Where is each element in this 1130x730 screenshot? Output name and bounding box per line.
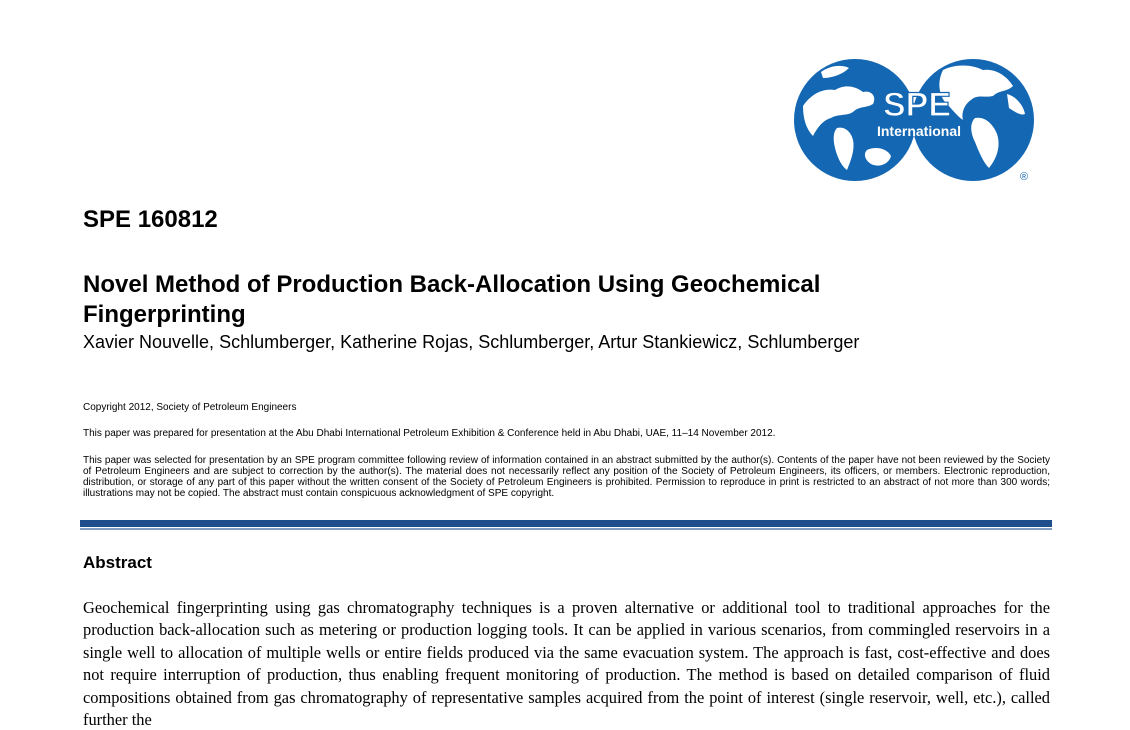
section-divider-shadow bbox=[80, 528, 1052, 530]
logo-international-text: International bbox=[876, 123, 962, 139]
copyright-notice: Copyright 2012, Society of Petroleum Engineers bbox=[83, 402, 297, 413]
logo-spe-text: SPE bbox=[882, 86, 952, 124]
selection-disclaimer: This paper was selected for presentation by an SPE program committee following review of information contained in an abstract submitted by the author(s). Contents of the paper have not been reviewed by the Society of Petroleum Engineers and are subject to correction by the author(s). The material does not necessarily reflect any position of the Society of Petroleum Engineers, its officers, or members. Electronic reproduction, distribution, or storage of any part of this paper without the written consent of the Society of Petroleum Engineers is prohibited. Permission to reproduce in print is restricted to an abstract of not more than 300 words; illustrations may not be copied. The abstract must contain conspicuous acknowledgment of SPE copyright. bbox=[83, 455, 1050, 499]
presentation-notice: This paper was prepared for presentation at the Abu Dhabi International Petroleum Exhibition & Conference held in Abu Dhabi, UAE, 11–14 November 2012. bbox=[83, 428, 776, 439]
paper-id: SPE 160812 bbox=[83, 206, 218, 233]
spe-international-logo bbox=[793, 54, 1041, 184]
paper-title: Novel Method of Production Back-Allocation Using Geochemical Fingerprinting bbox=[83, 271, 821, 328]
author-list: Xavier Nouvelle, Schlumberger, Katherine Rojas, Schlumberger, Artur Stankiewicz, Schlumberger bbox=[83, 332, 860, 352]
abstract-heading: Abstract bbox=[83, 553, 152, 572]
abstract-body: Geochemical fingerprinting using gas chromatography techniques is a proven alternative or additional tool to traditional approaches for the production back-allocation such as metering or production logging tools. It can be applied in various scenarios, from commingled reservoirs in a single well to allocation of multiple wells or entire fields produced via the same evacuation system. The approach is fast, cost-effective and does not require interruption of production, thus enabling frequent monitoring of production. The method is based on detailed comparison of fluid compositions obtained from gas chromatography of representative samples acquired from the point of interest (single reservoir, well, etc.), called further the bbox=[83, 598, 1050, 730]
section-divider bbox=[80, 520, 1052, 527]
registered-mark: ® bbox=[1019, 171, 1029, 183]
